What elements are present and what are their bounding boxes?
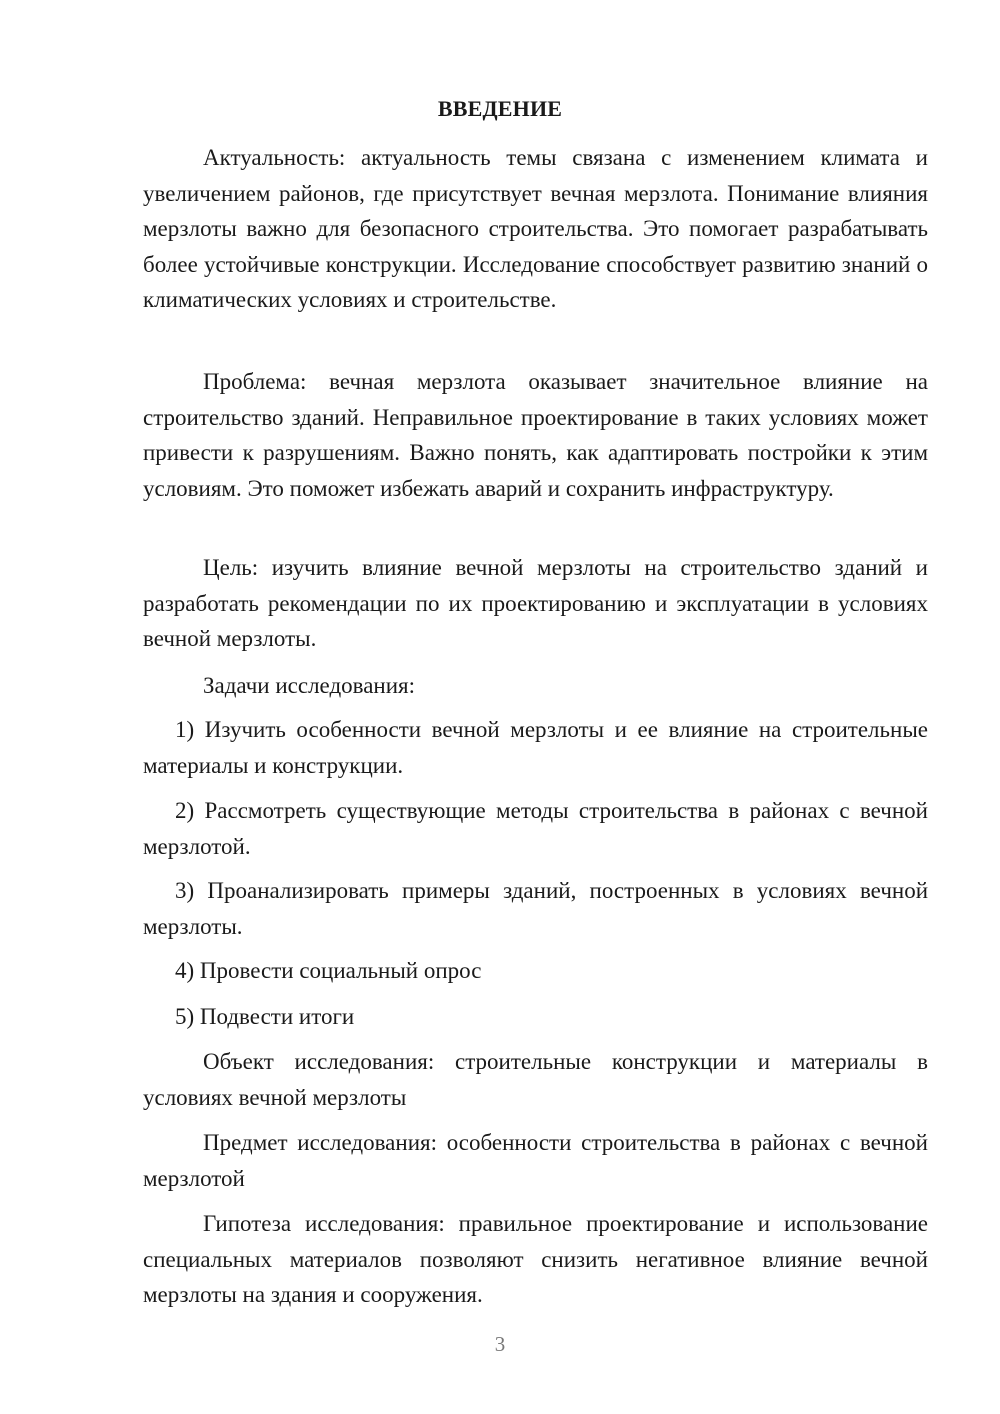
paragraph-object: Объект исследования: строительные конструкции и материалы в условиях вечной мерзлоты: [143, 1049, 928, 1110]
task-item-4: 4) Провести социальный опрос: [175, 958, 482, 983]
task-item-5: 5) Подвести итоги: [175, 1004, 355, 1029]
task-item-3: 3) Проанализировать примеры зданий, построенных в условиях вечной мерзлоты.: [143, 878, 928, 939]
paragraph-goal: Цель: изучить влияние вечной мерзлоты на строительство зданий и разработать рекомендации по их проектированию и эксплуатации в условиях вечной мерзлоты.: [143, 555, 928, 651]
paragraph-relevance: Актуальность: актуальность темы связана с изменением климата и увеличением районов, где присутствует вечная мерзлота. Понимание влияния мерзлоты важно для безопасного строительства. Это помогает разрабатывать более устойчивые конструкции. Исследование способствует развитию знаний о климатических условиях и строительстве.: [143, 145, 928, 312]
paragraph-subject: Предмет исследования: особенности строительства в районах с вечной мерзлотой: [143, 1130, 928, 1191]
tasks-heading: Задачи исследования:: [203, 673, 416, 698]
task-item-2: 2) Рассмотреть существующие методы строительства в районах с вечной мерзлотой.: [143, 798, 928, 859]
paragraph-problem: Проблема: вечная мерзлота оказывает значительное влияние на строительство зданий. Неправильное проектирование в таких условиях может привести к разрушениям. Важно понять, как адаптировать постройки к этим условиям. Это поможет избежать аварий и сохранить инфраструктуру.: [143, 369, 928, 501]
page-number: 3: [494, 1332, 506, 1356]
task-item-1: 1) Изучить особенности вечной мерзлоты и ее влияние на строительные материалы и конструкции.: [143, 717, 928, 778]
section-title: ВВЕДЕНИЕ: [437, 96, 563, 121]
paragraph-hypothesis: Гипотеза исследования: правильное проектирование и использование специальных материалов позволяют снизить негативное влияние вечной мерзлоты на здания и сооружения.: [143, 1211, 928, 1307]
